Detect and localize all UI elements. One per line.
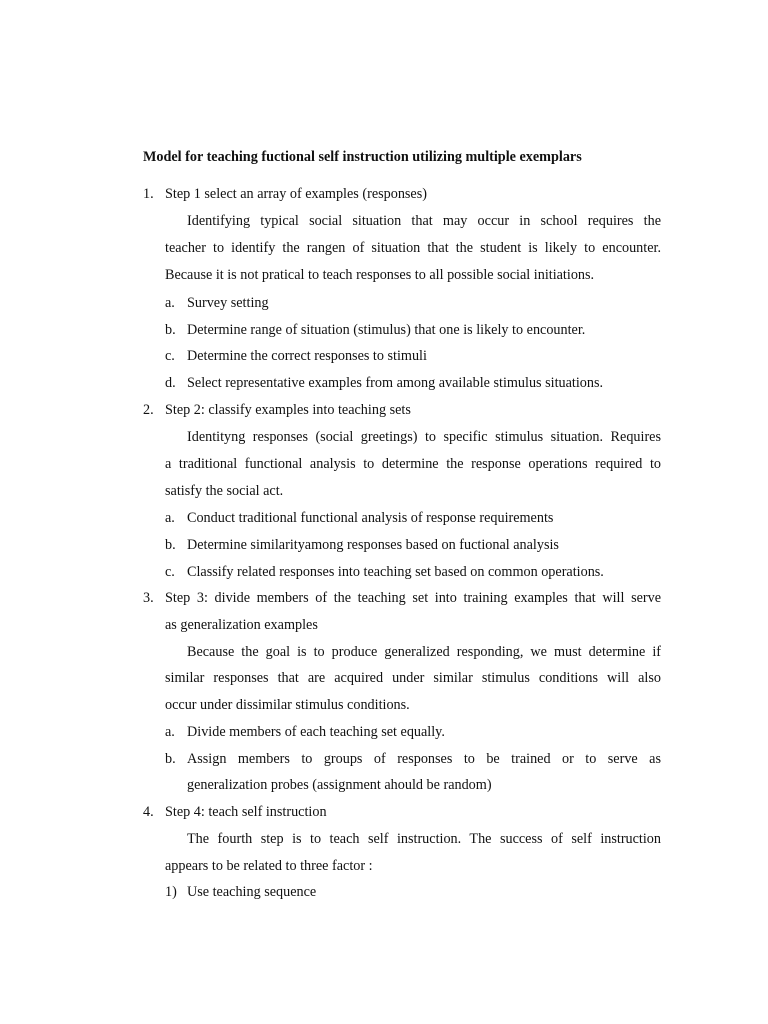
document-title: Model for teaching fuctional self instruction utilizing multiple exemplars <box>143 149 582 165</box>
list-marker: b. <box>165 322 176 338</box>
list-item: Divide members of each teaching set equally. <box>187 724 445 740</box>
step-4-heading: Step 4: teach self instruction <box>165 804 327 820</box>
step-2-heading: Step 2: classify examples into teaching sets <box>165 402 411 418</box>
list-marker: b. <box>165 537 176 553</box>
list-marker: 1) <box>165 884 177 900</box>
step-3-paragraph-line: Because the goal is to produce generalized responding, we must determine if <box>187 644 661 660</box>
list-item: Classify related responses into teaching set based on common operations. <box>187 564 604 580</box>
step-2-paragraph-line: satisfy the social act. <box>165 483 284 499</box>
step-3-heading: as generalization examples <box>165 617 318 633</box>
step-2-number: 2. <box>143 402 154 418</box>
list-marker: a. <box>165 724 175 740</box>
list-item: Survey setting <box>187 295 269 311</box>
step-4-number: 4. <box>143 804 154 820</box>
list-marker: b. <box>165 751 176 767</box>
list-marker: a. <box>165 295 175 311</box>
step-2-paragraph-line: Identityng responses (social greetings) to specific stimulus situation. Requires <box>187 429 661 445</box>
list-item: Determine range of situation (stimulus) that one is likely to encounter. <box>187 322 586 338</box>
list-item: generalization probes (assignment ahould be random) <box>187 777 492 793</box>
list-item: Determine the correct responses to stimuli <box>187 348 427 364</box>
list-item: Use teaching sequence <box>187 884 317 900</box>
list-marker: d. <box>165 375 176 391</box>
step-1-paragraph-line: Because it is not pratical to teach responses to all possible social initiations. <box>165 267 595 283</box>
step-4-paragraph-line: appears to be related to three factor : <box>165 858 373 874</box>
list-item: Assign members to groups of responses to be trained or to serve as <box>187 751 661 767</box>
list-item: Conduct traditional functional analysis of response requirements <box>187 510 554 526</box>
step-3-paragraph-line: occur under dissimilar stimulus conditions. <box>165 697 410 713</box>
list-item: Determine similarityamong responses based on fuctional analysis <box>187 537 559 553</box>
list-marker: c. <box>165 564 175 580</box>
step-3-heading: Step 3: divide members of the teaching set into training examples that will serve <box>165 590 661 606</box>
step-1-paragraph-line: Identifying typical social situation that may occur in school requires the <box>187 213 661 229</box>
step-4-paragraph-line: The fourth step is to teach self instruction. The success of self instruction <box>187 831 661 847</box>
step-1-paragraph-line: teacher to identify the rangen of situation that the student is likely to encounter. <box>165 240 661 256</box>
step-3-paragraph-line: similar responses that are acquired under similar stimulus conditions will also <box>165 670 661 686</box>
step-1-heading: Step 1 select an array of examples (responses) <box>165 186 427 202</box>
step-1-number: 1. <box>143 186 154 202</box>
step-2-paragraph-line: a traditional functional analysis to determine the response operations required to <box>165 456 661 472</box>
step-3-number: 3. <box>143 590 154 606</box>
list-item: Select representative examples from among available stimulus situations. <box>187 375 604 391</box>
list-marker: a. <box>165 510 175 526</box>
list-marker: c. <box>165 348 175 364</box>
